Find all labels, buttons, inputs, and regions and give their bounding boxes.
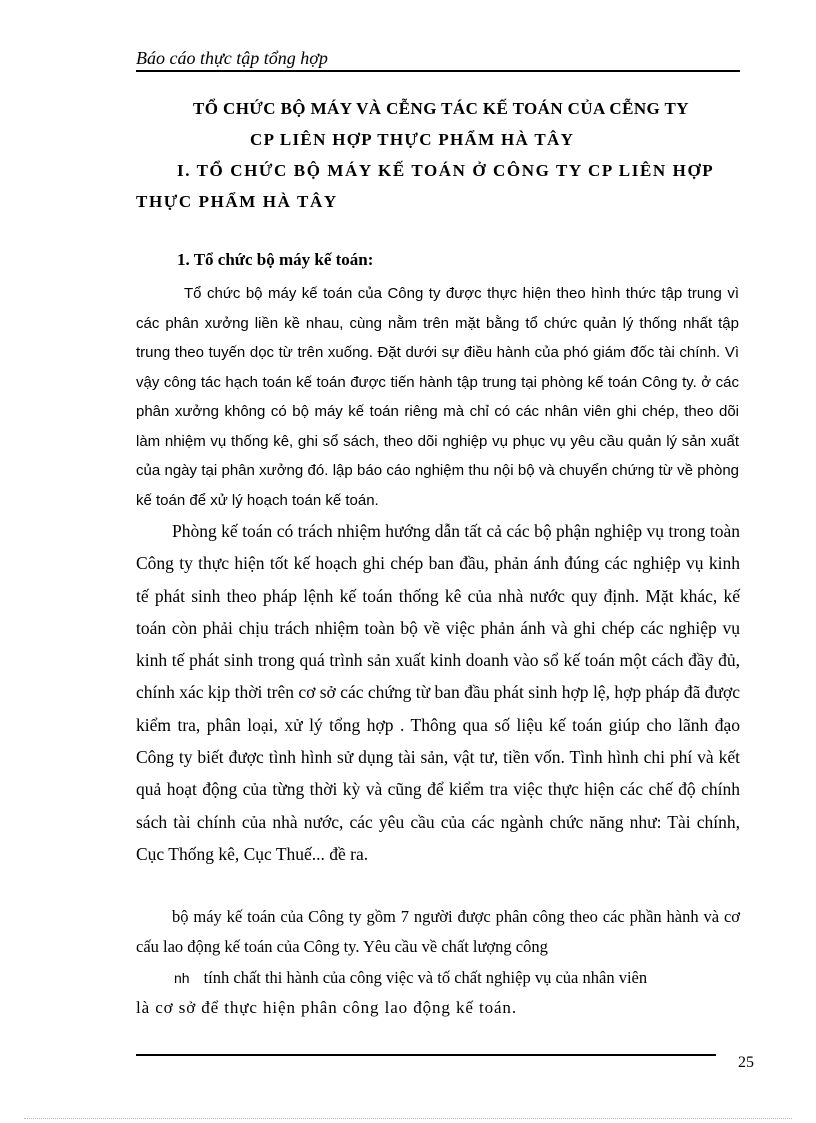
fragment-prefix: nh [174,970,190,986]
section-heading-line-1: I. TỔ CHỨC BỘ MÁY KẾ TOÁN Ở CÔNG TY CP LIÊN HỢP [177,161,715,180]
subheading: 1. Tổ chức bộ máy kế toán: [177,250,374,269]
page-bottom-border [24,1118,792,1119]
paragraph-last-line: là cơ sở để thực hiện phân công lao động kế toán. [136,998,517,1017]
paragraph-1: Tổ chức bộ máy kế toán của Công ty được thực hiện theo hình thức tập trung vì các phân xưởng liền kề nhau, cùng nằm trên mặt bằng tổ chức quản lý thống nhất tập trung theo tuyến dọc từ trên xuống. Đặt dưới sự điều hành của phó giám đốc tài chính. Vì vậy công tác hạch toán kế toán được tiến hành tập trung tại phòng kế toán Công ty. ở các phân xưởng không có bộ máy kế toán riêng mà chỉ có các nhân viên ghi chép, theo dõi làm nhiệm vụ thống kê, ghi sổ sách, theo dõi nghiệp vụ phục vụ yêu cầu quản lý sản xuất của ngày tại phân xưởng đó. lập báo cáo nghiệm thu nội bộ và chuyển chứng từ về phòng kế toán để xử lý hoạch toán kế toán. [136,285,739,509]
paragraph-3: bộ máy kế toán của Công ty gồm 7 người được phân công theo các phần hành và cơ cấu lao động kế toán của Công ty. Yêu cầu về chất lượng công [136,907,740,956]
paragraph-2: Phòng kế toán có trách nhiệm hướng dẫn tất cả các bộ phận nghiệp vụ trong toàn Công ty thực hiện tốt kế hoạch ghi chép ban đầu, phản ánh đúng các nghiệp vụ kinh tế phát sinh theo pháp lệnh kế toán thống kê của nhà nước quy định. Mặt khác, kế toán còn phải chịu trách nhiệm toàn bộ về việc phản ánh và ghi chép các nghiệp vụ kinh tế phát sinh trong quá trình sản xuất kinh doanh vào sổ kế toán một cách đầy đủ, chính xác kịp thời trên cơ sở các chứng từ ban đầu phát sinh hợp lệ, hợp pháp đã được kiểm tra, phân loại, xử lý tổng hợp . Thông qua số liệu kế toán giúp cho lãnh đạo Công ty biết được tình hình sử dụng tài sản, vật tư, tiền vốn. Tình hình chi phí và kết quả hoạt động của từng thời kỳ và cũng để kiểm tra việc thực hiện các chế độ chính sách tài chính của nhà nước, các yêu cầu của các ngành chức năng như: Tài chính, Cục Thống kê, Cục Thuế... đề ra. [136,521,740,864]
title-line-1: TỔ CHỨC BỘ MÁY VÀ CỄNG TÁC KẾ TOÁN CỦA CỄNG TY [193,99,689,118]
fragment-text: tính chất thi hành của công việc và tố chất nghiệp vụ của nhân viên [203,968,648,987]
header-rule [136,70,740,72]
title-line-2: CP LIÊN HỢP THỰC PHẨM HÀ TÂY [250,130,575,149]
footer-rule [136,1054,716,1056]
paragraph-3-continuation [174,968,740,988]
section-heading-line-2: THỰC PHẨM HÀ TÂY [136,192,338,211]
running-header: Báo cáo thực tập tổng hợp [136,48,328,68]
page-number: 25 [738,1054,754,1071]
